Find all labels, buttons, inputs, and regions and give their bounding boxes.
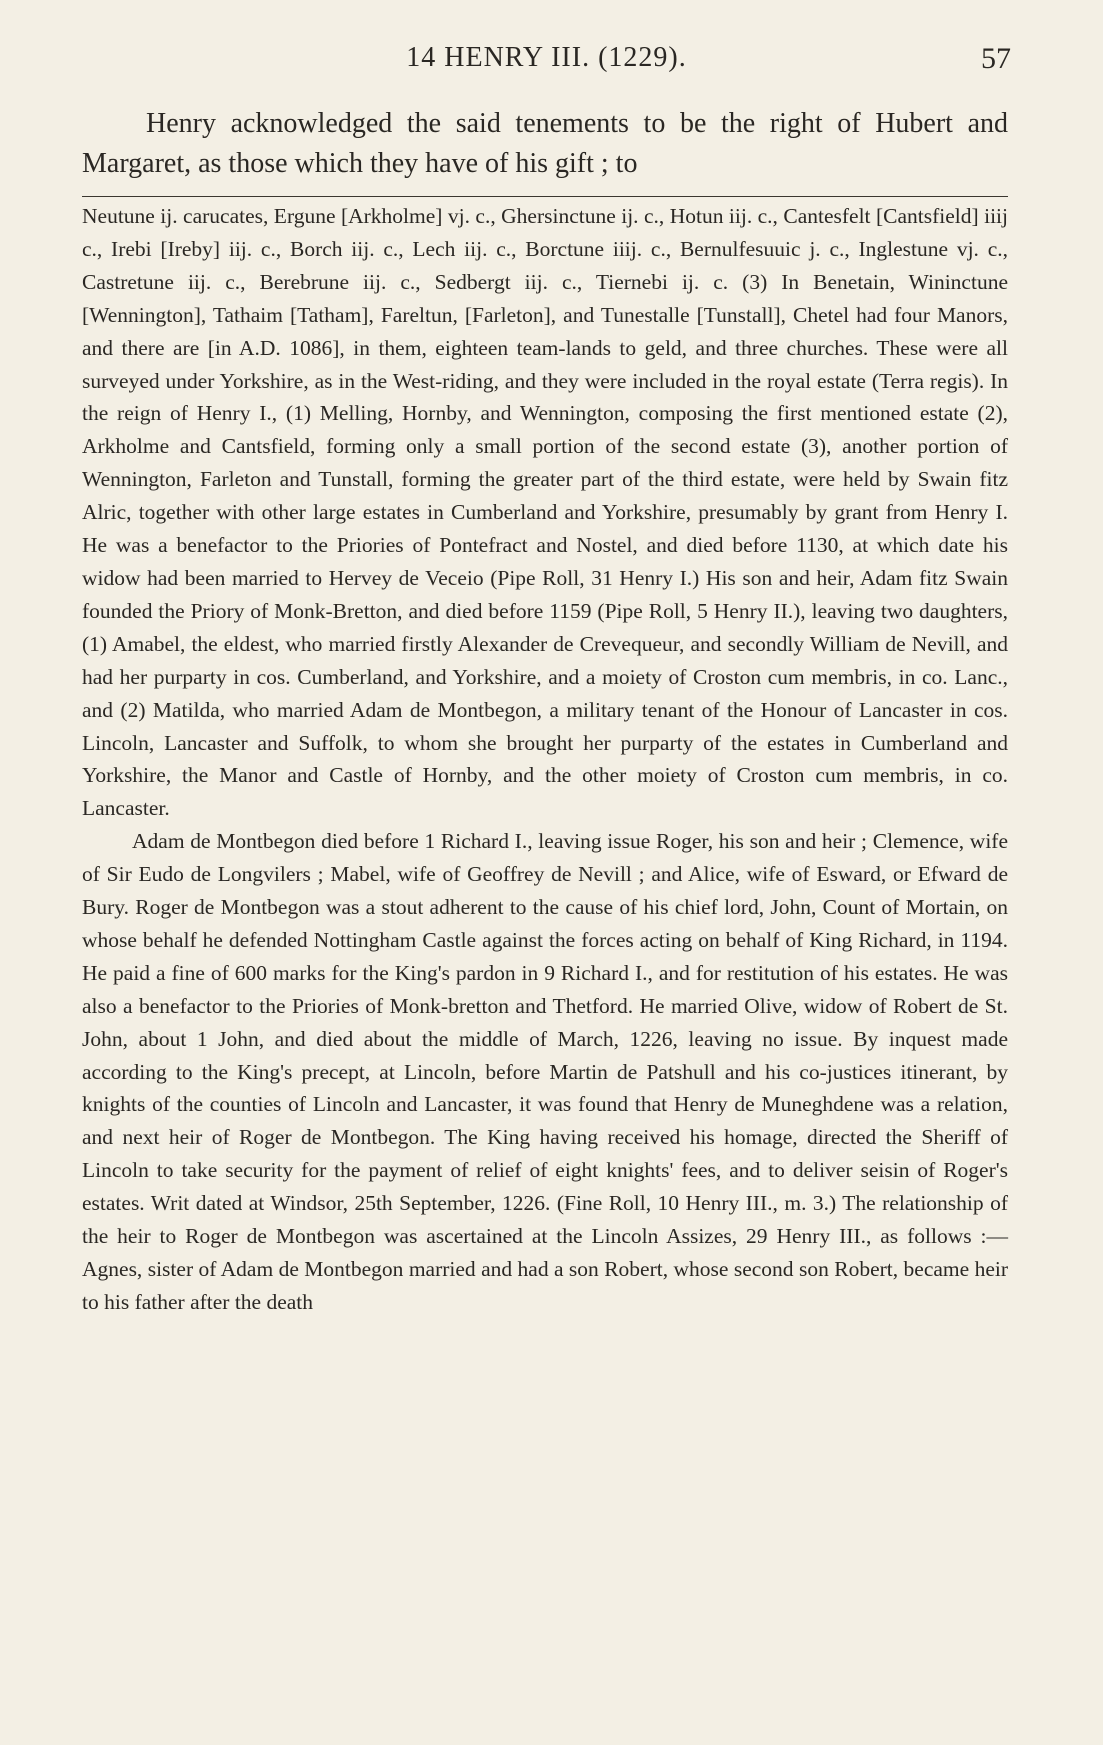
footnotes bbox=[82, 200, 1008, 1319]
running-head: 14 HENRY III. (1229). bbox=[406, 42, 687, 73]
footnote-paragraph-1: Neutune ij. carucates, Ergune [Arkholme] vj. c., Ghersinctune ij. c., Hotun iij. c., Cantesfelt [Cantsfield] iiij c., Irebi [Ireby] iij. c., Borch iij. c., Lech iij. c., Borctune iiij. c., Bernulfesuuic j. c., Inglestune vj. c., Castretune iij. c., Berebrune iij. c., Sedbergt iij. c., Tiernebi ij. c. (3) In Benetain, Wininctune [Wennington], Tathaim [Tatham], Fareltun, [Farleton], and Tunestalle [Tunstall], Chetel had four Manors, and there are [in A.D. 1086], in them, eighteen team-lands to geld, and three churches. These were all surveyed under Yorkshire, as in the West-riding, and they were included in the royal estate (Terra regis). In the reign of Henry I., (1) Melling, Hornby, and Wennington, composing the first mentioned estate (2), Arkholme and Cantsfield, forming only a small portion of the second estate (3), another portion of Wennington, Farleton and Tunstall, forming the greater part of the third estate, were held by Swain fitz Alric, together with other large estates in Cumberland and Yorkshire, presumably by grant from Henry I. He was a benefactor to the Priories of Pontefract and Nostel, and died before 1130, at which date his widow had been married to Hervey de Veceio (Pipe Roll, 31 Henry I.) His son and heir, Adam fitz Swain founded the Priory of Monk-Bretton, and died before 1159 (Pipe Roll, 5 Henry II.), leaving two daughters, (1) Amabel, the eldest, who married firstly Alexander de Crevequeur, and secondly William de Nevill, and had her purparty in cos. Cumberland, and Yorkshire, and a moiety of Croston cum membris, in co. Lanc., and (2) Matilda, who married Adam de Montbegon, a military tenant of the Honour of Lancaster in cos. Lincoln, Lancaster and Suffolk, to whom she brought her purparty of the estates in Cumberland and Yorkshire, the Manor and Castle of Hornby, and the other moiety of Croston cum membris, in co. Lancaster. bbox=[82, 204, 1008, 821]
footnote-divider bbox=[82, 196, 1008, 197]
main-text bbox=[82, 104, 1008, 184]
footnote-paragraph-2: Adam de Montbegon died before 1 Richard I., leaving issue Roger, his son and heir ; Clemence, wife of Sir Eudo de Longvilers ; Mabel, wife of Geoffrey de Nevill ; and Alice, wife of Esward, or Efward de Bury. Roger de Montbegon was a stout adherent to the cause of his chief lord, John, Count of Mortain, on whose behalf he defended Nottingham Castle against the forces acting on behalf of King Richard, in 1194. He paid a fine of 600 marks for the King's pardon in 9 Richard I., and for restitution of his estates. He was also a benefactor to the Priories of Monk-bretton and Thetford. He married Olive, widow of Robert de St. John, about 1 John, and died about the middle of March, 1226, leaving no issue. By inquest made according to the King's precept, at Lincoln, before Martin de Patshull and his co-justices itinerant, by knights of the counties of Lincoln and Lancaster, it was found that Henry de Muneghdene was a relation, and next heir of Roger de Montbegon. The King having received his homage, directed the Sheriff of Lincoln to take security for the payment of relief of eight knights' fees, and to deliver seisin of Roger's estates. Writ dated at Windsor, 25th September, 1226. (Fine Roll, 10 Henry III., m. 3.) The relationship of the heir to Roger de Montbegon was ascertained at the Lincoln Assizes, 29 Henry III., as follows :—Agnes, sister of Adam de Montbegon married and had a son Robert, whose second son Robert, became heir to his father after the death bbox=[82, 829, 1008, 1314]
main-paragraph: Henry acknowledged the said tenements to be the right of Hubert and Margaret, as those which they have of his gift ; to bbox=[82, 108, 1008, 179]
page-header bbox=[82, 42, 1011, 82]
page-number: 57 bbox=[981, 42, 1011, 75]
